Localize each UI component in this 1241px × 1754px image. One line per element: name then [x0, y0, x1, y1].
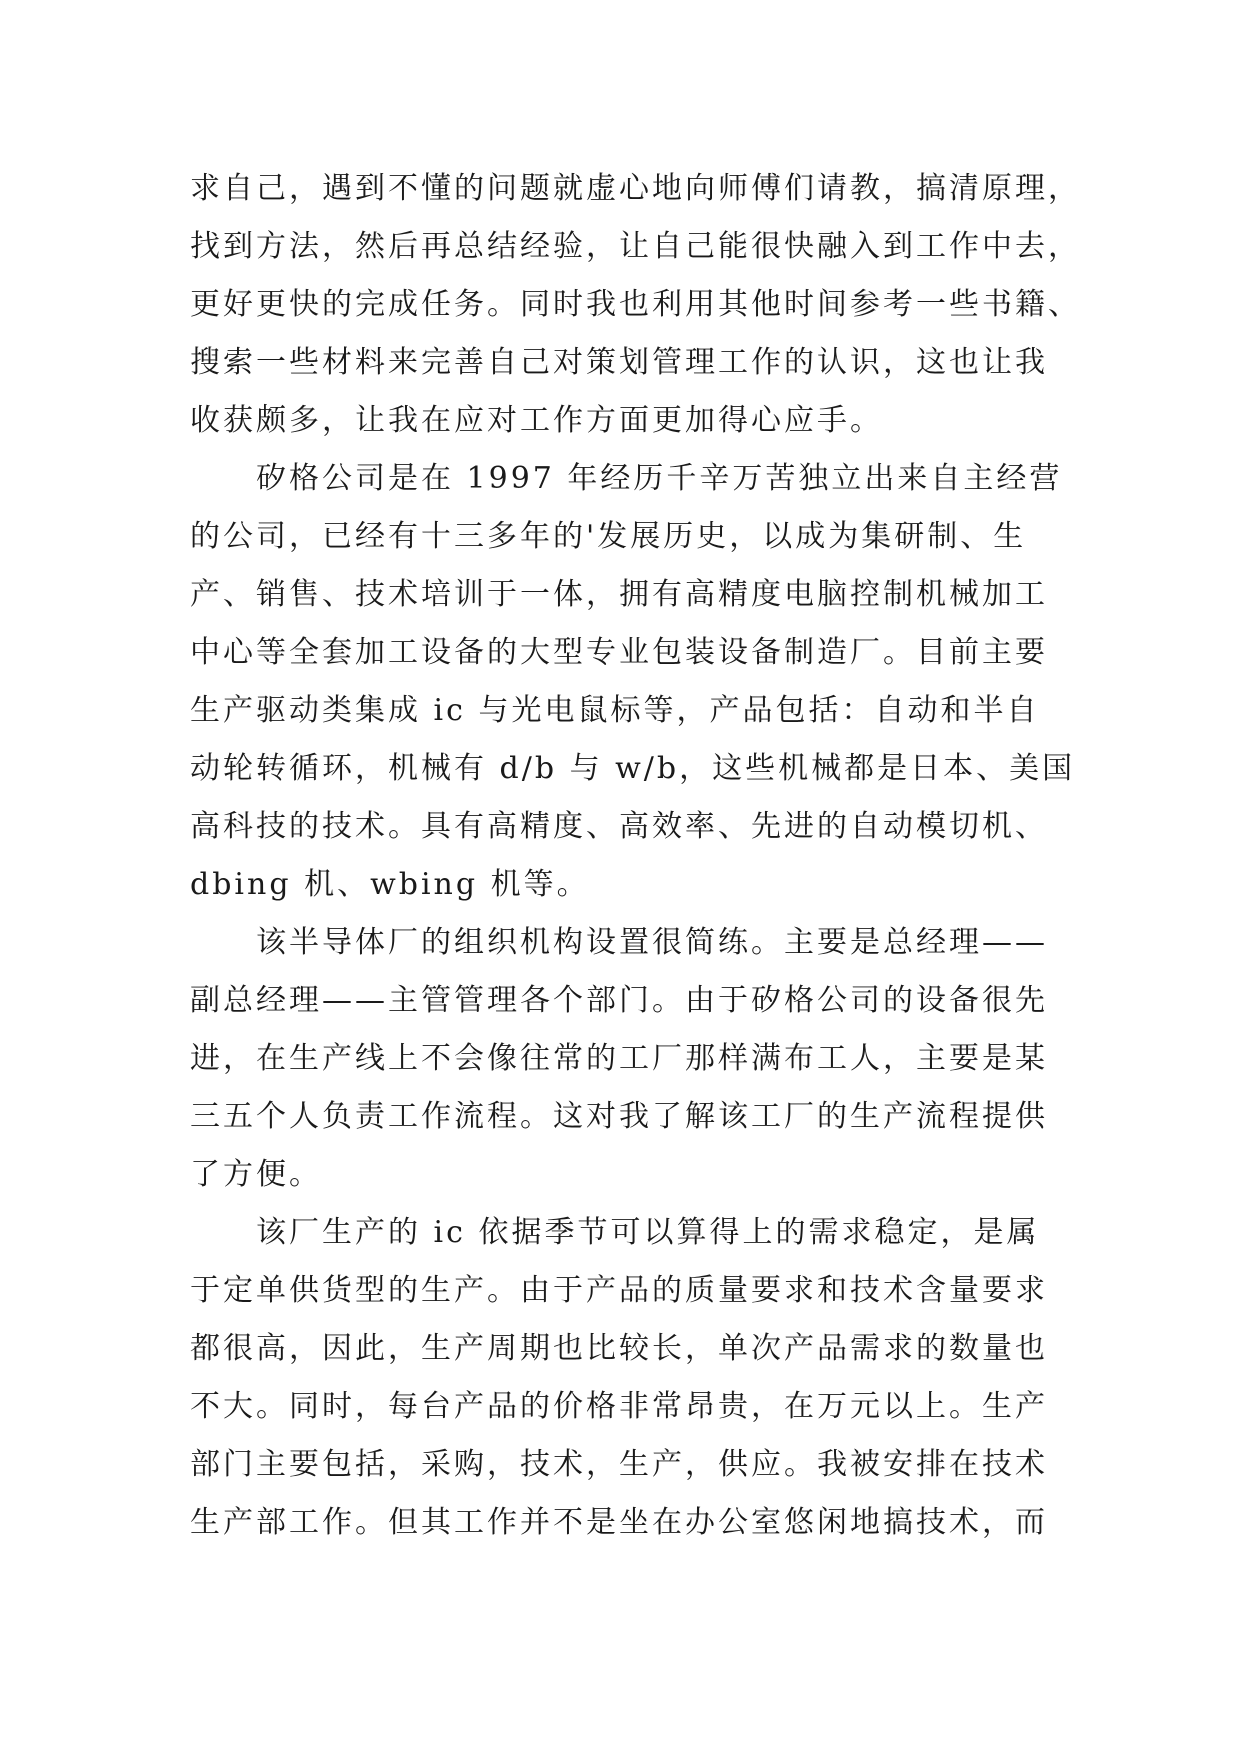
text-line: 找到方法，然后再总结经验，让自己能很快融入到工作中去， [190, 229, 1081, 264]
text-line: 部门主要包括，采购，技术，生产，供应。我被安排在技术 [190, 1447, 1048, 1482]
text-line: 产、销售、技术培训于一体，拥有高精度电脑控制机械加工 [190, 577, 1048, 612]
text-line: 更好更快的完成任务。同时我也利用其他时间参考一些书籍、 [190, 287, 1081, 322]
text-line: 副总经理——主管管理各个部门。由于矽格公司的设备很先 [190, 983, 1048, 1018]
text-line: 生产部工作。但其工作并不是坐在办公室悠闲地搞技术，而 [190, 1505, 1048, 1540]
text-line: 了方便。 [190, 1157, 322, 1192]
text-line: dbing 机、wbing 机等。 [190, 867, 590, 902]
text-line: 生产驱动类集成 ic 与光电鼠标等，产品包括：自动和半自 [190, 693, 1040, 728]
text-line: 不大。同时，每台产品的价格非常昂贵，在万元以上。生产 [190, 1389, 1048, 1424]
text-line: 都很高，因此，生产周期也比较长，单次产品需求的数量也 [190, 1331, 1048, 1366]
document-body [190, 160, 1090, 1552]
text-line: 求自己，遇到不懂的问题就虚心地向师傅们请教，搞清原理， [190, 171, 1081, 206]
text-line: 三五个人负责工作流程。这对我了解该工厂的生产流程提供 [190, 1099, 1048, 1134]
text-line: 矽格公司是在 1997 年经历千辛万苦独立出来自主经营 [256, 461, 1063, 496]
text-line: 中心等全套加工设备的大型专业包装设备制造厂。目前主要 [190, 635, 1048, 670]
text-line: 该厂生产的 ic 依据季节可以算得上的需求稳定，是属 [256, 1215, 1040, 1250]
text-line: 进，在生产线上不会像往常的工厂那样满布工人，主要是某 [190, 1041, 1048, 1076]
text-line: 高科技的技术。具有高精度、高效率、先进的自动模切机、 [190, 809, 1048, 844]
text-line: 搜索一些材料来完善自己对策划管理工作的认识，这也让我 [190, 345, 1048, 380]
text-line: 的公司，已经有十三多年的'发展历史，以成为集研制、生 [190, 519, 1027, 554]
text-line: 该半导体厂的组织机构设置很简练。主要是总经理—— [256, 925, 1048, 960]
text-line: 于定单供货型的生产。由于产品的质量要求和技术含量要求 [190, 1273, 1048, 1308]
text-line: 收获颇多，让我在应对工作方面更加得心应手。 [190, 403, 883, 438]
text-line: 动轮转循环，机械有 d/b 与 w/b，这些机械都是日本、美国 [190, 751, 1076, 786]
